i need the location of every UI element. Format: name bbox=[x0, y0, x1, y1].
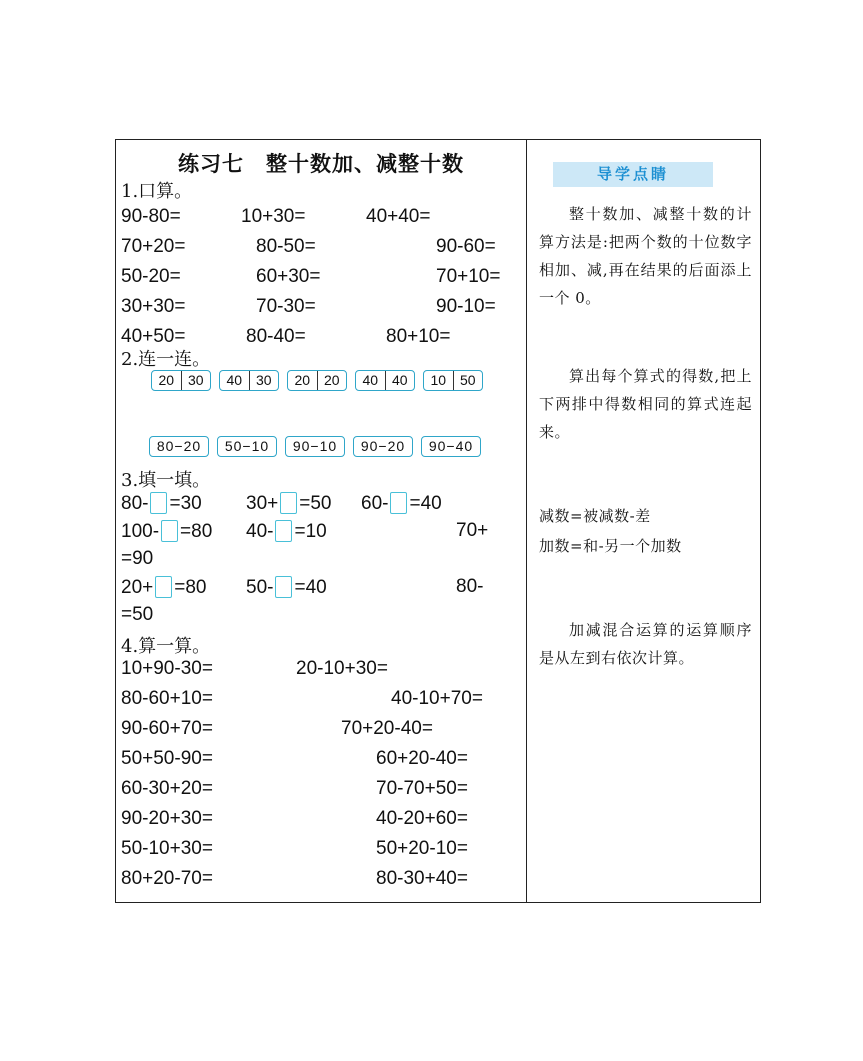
section-3-label: 3.填一填。 bbox=[121, 470, 211, 491]
fill-blank-row bbox=[116, 520, 526, 548]
guidance-formula-subtrahend: 减数=被减数-差 bbox=[539, 507, 651, 525]
math-expression: 90-10= bbox=[436, 296, 496, 317]
match-box-top bbox=[219, 370, 279, 391]
section-1-label: 1.口算。 bbox=[121, 181, 193, 202]
worksheet-frame bbox=[115, 139, 761, 903]
fill-blank-row bbox=[116, 548, 526, 576]
calc-row bbox=[116, 838, 526, 866]
math-expression: 50-10+30= bbox=[121, 838, 213, 859]
math-expression: 80-40= bbox=[246, 326, 306, 347]
fill-blank-expression bbox=[361, 492, 442, 515]
math-expression: 50+20-10= bbox=[376, 838, 468, 859]
fill-blank-expression bbox=[121, 520, 212, 543]
match-number-right: 20 bbox=[317, 371, 347, 390]
match-number-right: 30 bbox=[181, 371, 211, 390]
expression-suffix: =80 bbox=[174, 577, 207, 598]
guidance-sidebar bbox=[526, 140, 760, 902]
match-box-top bbox=[355, 370, 415, 391]
answer-blank-box bbox=[161, 520, 178, 542]
match-row-top bbox=[151, 370, 483, 391]
calc-row bbox=[116, 868, 526, 896]
math-expression: 30+30= bbox=[121, 296, 186, 317]
oral-calc-row bbox=[116, 206, 526, 234]
fill-blank-row bbox=[116, 576, 526, 604]
match-number-left: 20 bbox=[158, 372, 175, 388]
expression-suffix: =40 bbox=[294, 577, 327, 598]
fill-blank-expression bbox=[246, 492, 331, 515]
match-number-left: 40 bbox=[226, 372, 243, 388]
match-box-bottom: 90−40 bbox=[421, 436, 481, 457]
fill-blank-row bbox=[116, 492, 526, 520]
math-expression: 40+50= bbox=[121, 326, 186, 347]
wrapped-expression-start: 70+ bbox=[456, 520, 489, 541]
match-number-right: 50 bbox=[453, 371, 483, 390]
math-expression: 90-60= bbox=[436, 236, 496, 257]
fill-blank-row bbox=[116, 604, 526, 632]
guidance-note-matching: 算出每个算式的得数,把上下两排中得数相同的算式连起来。 bbox=[539, 367, 752, 441]
fill-blank-expression bbox=[121, 576, 206, 599]
math-expression: 70-70+50= bbox=[376, 778, 468, 799]
match-row-bottom bbox=[149, 436, 481, 457]
guidance-formula-addend: 加数=和-另一个加数 bbox=[539, 537, 682, 555]
math-expression: 20-10+30= bbox=[296, 658, 388, 679]
match-box-bottom: 50−10 bbox=[217, 436, 277, 457]
expression-prefix: 50- bbox=[246, 577, 274, 598]
fill-blank-expression bbox=[246, 520, 327, 543]
answer-blank-box bbox=[280, 492, 297, 514]
wrapped-expression-end: =90 bbox=[121, 548, 154, 569]
math-expression: 10+30= bbox=[241, 206, 306, 227]
fill-blank-expression bbox=[246, 576, 327, 599]
sidebar-banner-title: 导学点睛 bbox=[596, 165, 669, 183]
math-expression: 50+50-90= bbox=[121, 748, 213, 769]
calc-row bbox=[116, 718, 526, 746]
math-expression: 70+20= bbox=[121, 236, 186, 257]
math-expression: 50-20= bbox=[121, 266, 181, 287]
math-expression: 80-30+40= bbox=[376, 868, 468, 889]
match-box-bottom: 80−20 bbox=[149, 436, 209, 457]
expression-suffix: =30 bbox=[169, 493, 202, 514]
expression-prefix: 100- bbox=[121, 521, 160, 542]
fill-blank-expression bbox=[121, 492, 202, 515]
calc-row bbox=[116, 778, 526, 806]
match-box-bottom: 90−10 bbox=[285, 436, 345, 457]
match-number-left: 20 bbox=[294, 372, 311, 388]
math-expression: 90-60+70= bbox=[121, 718, 213, 739]
math-expression: 90-80= bbox=[121, 206, 181, 227]
expression-suffix: =40 bbox=[409, 493, 442, 514]
math-expression: 80+10= bbox=[386, 326, 451, 347]
sidebar-banner bbox=[553, 162, 713, 187]
expression-prefix: 60- bbox=[361, 493, 389, 514]
guidance-note-order: 加减混合运算的运算顺序是从左到右依次计算。 bbox=[539, 621, 752, 667]
expression-prefix: 30+ bbox=[246, 493, 279, 514]
math-expression: 40-10+70= bbox=[391, 688, 483, 709]
calc-row bbox=[116, 748, 526, 776]
oral-calc-row bbox=[116, 296, 526, 324]
answer-blank-box bbox=[150, 492, 167, 514]
answer-blank-box bbox=[275, 520, 292, 542]
math-expression: 80-60+10= bbox=[121, 688, 213, 709]
expression-suffix: =10 bbox=[294, 521, 327, 542]
expression-prefix: 40- bbox=[246, 521, 274, 542]
math-expression: 90-20+30= bbox=[121, 808, 213, 829]
section-4-label: 4.算一算。 bbox=[121, 636, 211, 657]
answer-blank-box bbox=[390, 492, 407, 514]
oral-calc-row bbox=[116, 236, 526, 264]
section-2-label: 2.连一连。 bbox=[121, 349, 211, 370]
expression-suffix: =80 bbox=[180, 521, 213, 542]
page-title: 练习七 整十数加、减整十数 bbox=[178, 151, 464, 176]
match-number-left: 10 bbox=[430, 372, 447, 388]
calc-row bbox=[116, 688, 526, 716]
math-expression: 80-50= bbox=[256, 236, 316, 257]
wrapped-expression-end: =50 bbox=[121, 604, 154, 625]
math-expression: 80+20-70= bbox=[121, 868, 213, 889]
answer-blank-box bbox=[155, 576, 172, 598]
math-expression: 60-30+20= bbox=[121, 778, 213, 799]
math-expression: 40+40= bbox=[366, 206, 431, 227]
oral-calc-row bbox=[116, 266, 526, 294]
calc-row bbox=[116, 808, 526, 836]
math-expression: 70+20-40= bbox=[341, 718, 433, 739]
math-expression: 60+30= bbox=[256, 266, 321, 287]
math-expression: 60+20-40= bbox=[376, 748, 468, 769]
expression-suffix: =50 bbox=[299, 493, 332, 514]
guidance-note-method: 整十数加、减整十数的计算方法是:把两个数的十位数字相加、减,再在结果的后面添上一个 0。 bbox=[539, 205, 752, 307]
math-expression: 70+10= bbox=[436, 266, 501, 287]
expression-prefix: 80- bbox=[121, 493, 149, 514]
match-box-top bbox=[151, 370, 211, 391]
match-number-left: 40 bbox=[362, 372, 379, 388]
match-box-bottom: 90−20 bbox=[353, 436, 413, 457]
calc-row bbox=[116, 658, 526, 686]
problems-column bbox=[116, 140, 526, 902]
wrapped-expression-start: 80- bbox=[456, 576, 484, 597]
match-box-top bbox=[423, 370, 483, 391]
math-expression: 10+90-30= bbox=[121, 658, 213, 679]
match-box-top bbox=[287, 370, 347, 391]
expression-prefix: 20+ bbox=[121, 577, 154, 598]
math-expression: 70-30= bbox=[256, 296, 316, 317]
answer-blank-box bbox=[275, 576, 292, 598]
match-number-right: 30 bbox=[249, 371, 279, 390]
match-number-right: 40 bbox=[385, 371, 415, 390]
math-expression: 40-20+60= bbox=[376, 808, 468, 829]
